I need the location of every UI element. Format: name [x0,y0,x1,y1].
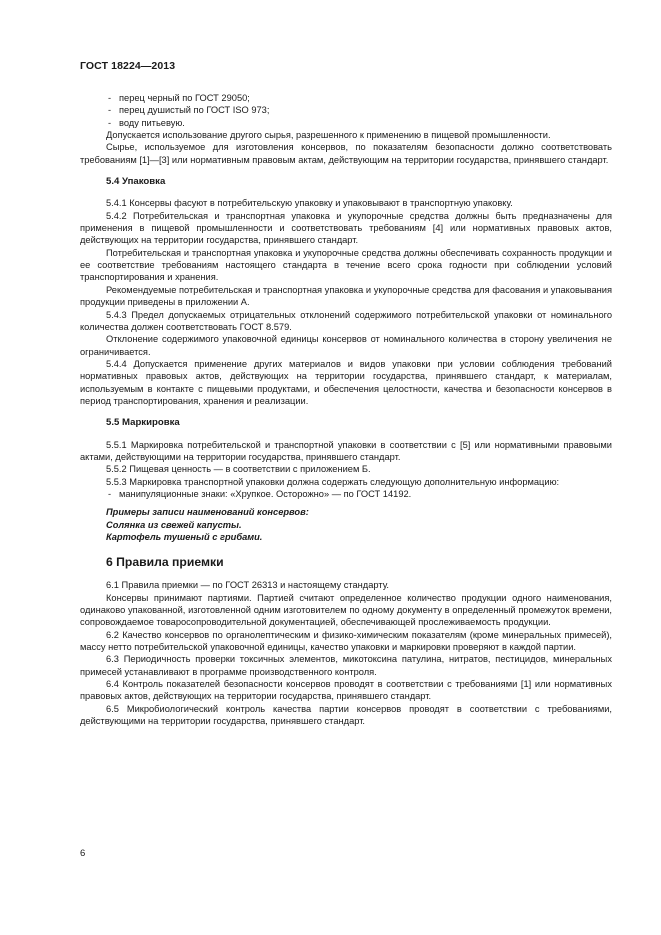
examples-heading: Примеры записи наименований консервов: [106,507,309,518]
paragraph-6-1: 6.1 Правила приемки — по ГОСТ 26313 и настоящему стандарту. [106,580,390,591]
page-number: 6 [80,848,86,859]
paragraph: Консервы принимают партиями. Партией считают определенное количество продукции одного наименования, одинаково упакованной, изготовленной одним изготовителем по одному документу в определенный промежуток времени, сопровождаемое товаросопроводительной документацией, обеспечивающей прослеживаемость продукции. [80,592,612,628]
list-item-text: перец черный по ГОСТ 29050; [119,93,250,103]
paragraph: Допускается использование другого сырья, разрешенного к применению в пищевой промышленности. [106,130,551,141]
paragraph-5-4-3: 5.4.3 Предел допускаемых отрицательных отклонений содержимого потребительской упаковки от номинального количества должен соответствовать ГОСТ 8.579. [80,309,612,332]
paragraph-5-4-1: 5.4.1 Консервы фасуют в потребительскую упаковку и упаковывают в транспортную упаковку. [106,198,513,209]
paragraph: Отклонение содержимого упаковочной единицы консервов от номинального количества в сторону увеличения не ограничивается. [80,334,612,357]
paragraph-6-4: 6.4 Контроль показателей безопасности консервов проводят в соответствии с требованиями [1] или нормативных правовых актов, действующих на территории государства, принявшего стандарт. [80,679,612,702]
paragraph-6-3: 6.3 Периодичность проверки токсичных элементов, микотоксина патулина, нитратов, пестицидов, минеральных примесей устанавливают в программе производственного контроля. [80,654,612,677]
paragraph: Сырье, используемое для изготовления консервов, по показателям безопасности должно соответствовать требованиям [1]—[3] или нормативным правовым актам, действующим на территории государства, принявшего стандарт. [80,142,612,165]
paragraph-5-5-1: 5.5.1 Маркировка потребительской и транспортной упаковки в соответствии с [5] или нормативными правовыми актами, действующими на территории государства, принявшего стандарт. [80,439,612,462]
section-6-heading: 6 Правила приемки [106,555,224,570]
page-body [80,92,612,727]
list-item: - манипуляционные знаки: «Хрупкое. Осторожно» — по ГОСТ 14192. [108,488,412,499]
paragraph-5-5-2: 5.5.2 Пищевая ценность — в соответствии с приложением Б. [106,464,371,475]
paragraph: Потребительская и транспортная упаковка и укупорочные средства должны обеспечивать сохранность продукции и ее соответствие требованиям настоящего стандарта в течение всего срока годности при соблюдении условий транспортирования и хранения. [80,247,612,283]
list-item: - воду питьевую. [108,117,185,128]
section-5-5-heading: 5.5 Маркировка [106,417,180,429]
paragraph: Рекомендуемые потребительская и транспортная упаковка и укупорочные средства для фасования и упаковывания продукции приведены в приложении А. [80,284,612,308]
list-item: - перец душистый по ГОСТ ISO 973; [108,105,270,116]
paragraph-6-2: 6.2 Качество консервов по органолептическим и физико-химическим показателям (кроме минеральных примесей), массу нетто потребительской упаковочной единицы, качество упаковки и маркировки проверяют в каждой партии. [80,629,612,653]
list-item-text: манипуляционные знаки: «Хрупкое. Осторожно» — по ГОСТ 14192. [119,488,412,499]
paragraph-5-4-2: 5.4.2 Потребительская и транспортная упаковка и укупорочные средства должны быть предназначены для применения в пищевой промышленности и соответствовать требованиям [4] или нормативных правовых актов, действующих на территории государства, принявшего стандарт. [80,210,612,246]
section-5-4-heading: 5.4 Упаковка [106,176,166,188]
list-item-text: перец душистый по ГОСТ ISO 973; [119,105,270,116]
list-item: - перец черный по ГОСТ 29050; [108,93,250,103]
document-code-header: ГОСТ 18224—2013 [80,60,176,72]
paragraph-5-4-4: 5.4.4 Допускается применение других материалов и видов упаковки при условии соблюдения требований нормативных правовых актов, действующих на территории государства, принявшего стандарт, к материалам, используемым в контакте с пищевыми продуктами, и обеспечения целостности, качества и безопасности консервов в период транспортирования, хранения и реализации. [80,358,612,406]
list-item-text: воду питьевую. [119,117,185,128]
example-item: Солянка из свежей капусты. [106,519,242,530]
example-item: Картофель тушеный с грибами. [106,532,263,542]
paragraph-6-5: 6.5 Микробиологический контроль качества партии консервов проводят в соответствии с требованиями, действующими на территории государства, принявшего стандарт. [80,703,612,727]
paragraph-5-5-3: 5.5.3 Маркировка транспортной упаковки должна содержать следующую дополнительную информацию: [106,476,560,487]
